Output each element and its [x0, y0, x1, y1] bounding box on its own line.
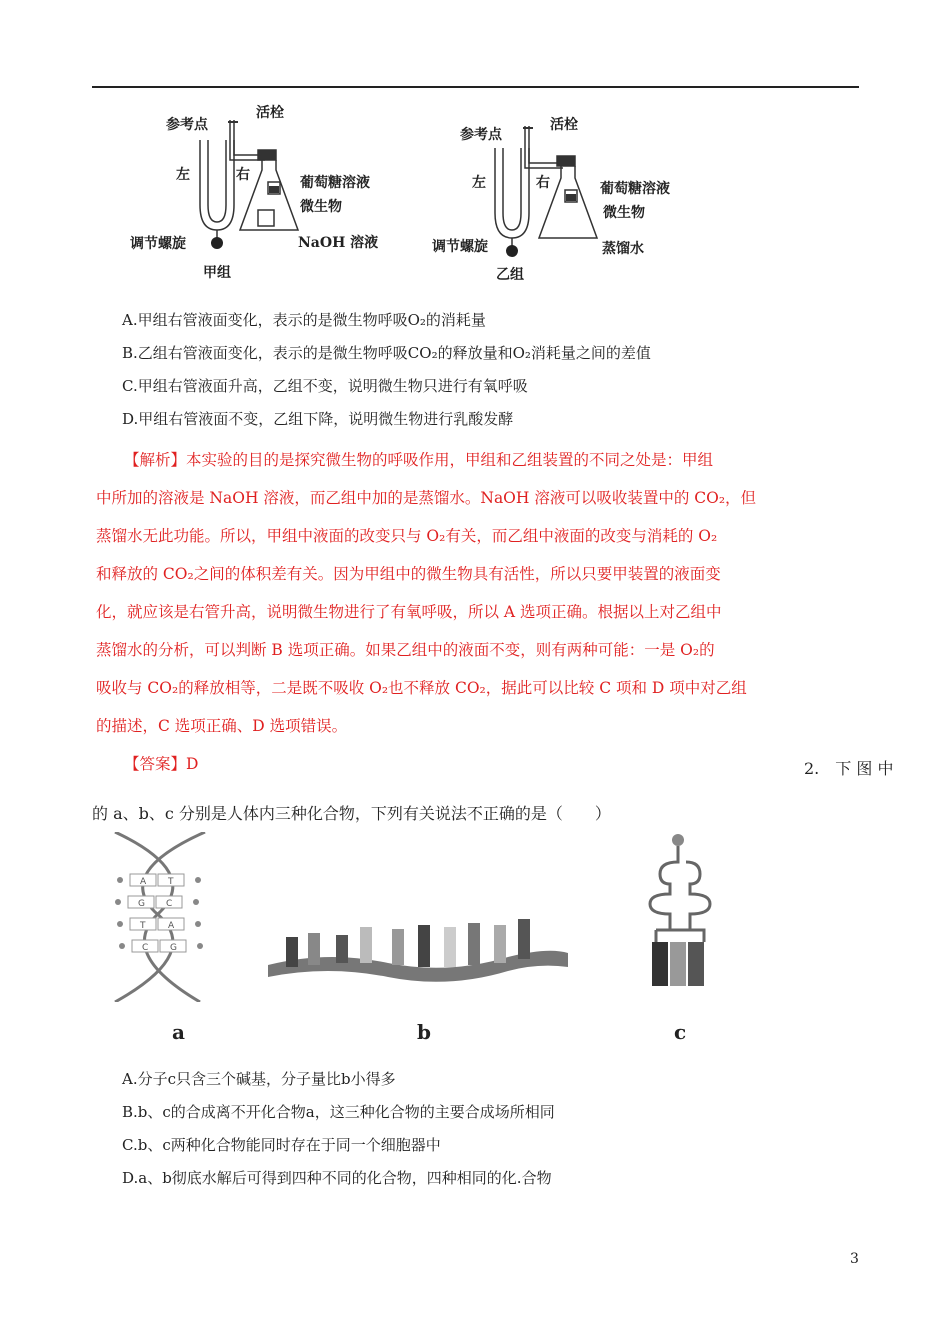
label-glucose-yi: 葡萄糖溶液 [600, 181, 670, 197]
figure-label-c: c [674, 1020, 687, 1044]
header-rule [92, 86, 859, 88]
analysis-line: 的描述，C 选项正确、D 选项错误。 [96, 717, 348, 735]
analysis-line: 蒸馏水无此功能。所以，甲组中液面的改变只与 O₂有关，而乙组中液面的改变与消耗的 O₂ [96, 527, 718, 545]
label-stopcock-jia: 活栓 [256, 105, 284, 121]
dna-base-label: G [138, 899, 145, 909]
label-reference-point-jia: 参考点 [166, 117, 208, 133]
q2-option-d: D.a、b彻底水解后可得到四种不同的化合物，四种相同的化.合物 [122, 1169, 552, 1187]
q2-option-c: C.b、c两种化合物能同时存在于同一个细胞器中 [122, 1136, 441, 1154]
analysis-line: 吸收与 CO₂的释放相等，二是既不吸收 O₂也不释放 CO₂，据此可以比较 C 项和 D 项中对乙组 [96, 679, 747, 697]
dna-base-label: A [140, 877, 147, 887]
q1-option-c: C.甲组右管液面升高，乙组不变，说明微生物只进行有氧呼吸 [122, 377, 528, 395]
dna-helix-figure [100, 832, 220, 1002]
label-screw-yi: 调节螺旋 [432, 239, 488, 255]
label-microbe-yi: 微生物 [603, 205, 645, 221]
answer: 【答案】D [124, 755, 199, 773]
q1-option-b: B.乙组右管液面变化，表示的是微生物呼吸CO₂的释放量和O₂消耗量之间的差值 [122, 344, 651, 362]
dna-base-label: T [168, 877, 174, 887]
label-right-jia: 右 [236, 167, 250, 183]
question-2-stem: 的 a、b、c 分别是人体内三种化合物，下列有关说法不正确的是（ ） [92, 804, 611, 823]
mrna-strand-figure [268, 905, 568, 990]
analysis-line: 化，就应该是右管升高，说明微生物进行了有氧呼吸，所以 A 选项正确。根据以上对乙组中 [96, 603, 722, 621]
label-microbe-jia: 微生物 [300, 199, 342, 215]
dna-base-label: C [142, 943, 149, 953]
label-right-yi: 右 [536, 175, 550, 191]
label-group-jia: 甲组 [203, 265, 231, 281]
label-group-yi: 乙组 [496, 267, 524, 283]
label-glucose-jia: 葡萄糖溶液 [300, 175, 370, 191]
label-stopcock-yi: 活栓 [550, 117, 578, 133]
label-solution-yi: 蒸馏水 [602, 241, 644, 257]
q2-option-a: A.分子c只含三个碱基，分子量比b小得多 [122, 1070, 396, 1088]
analysis-line: 和释放的 CO₂之间的体积差有关。因为甲组中的微生物具有活性，所以只要甲装置的液面变 [96, 565, 721, 583]
label-left-jia: 左 [176, 167, 190, 183]
figure-label-a: a [172, 1020, 185, 1044]
trna-figure [640, 832, 720, 992]
page-number: 3 [850, 1251, 859, 1267]
analysis-line: 中所加的溶液是 NaOH 溶液，而乙组中加的是蒸馏水。NaOH 溶液可以吸收装置中的 CO₂，但 [96, 489, 757, 507]
dna-base-label: A [168, 921, 175, 931]
q1-option-d: D.甲组右管液面不变，乙组下降，说明微生物进行乳酸发酵 [122, 410, 514, 428]
dna-base-label: T [140, 921, 146, 931]
q1-option-a: A.甲组右管液面变化，表示的是微生物呼吸O₂的消耗量 [122, 311, 486, 329]
q2-option-b: B.b、c的合成离不开化合物a，这三种化合物的主要合成场所相同 [122, 1103, 555, 1121]
label-reference-point-yi: 参考点 [460, 127, 502, 143]
analysis-line: 【解析】本实验的目的是探究微生物的呼吸作用，甲组和乙组装置的不同之处是：甲组 [124, 451, 714, 469]
label-left-yi: 左 [472, 175, 486, 191]
dna-base-label: G [170, 943, 177, 953]
dna-base-label: C [166, 899, 173, 909]
question-2-number: 2. 下 图 中 [804, 759, 894, 778]
label-solution-jia: NaOH 溶液 [298, 235, 379, 251]
figure-label-b: b [417, 1020, 431, 1044]
analysis-line: 蒸馏水的分析，可以判断 B 选项正确。如果乙组中的液面不变，则有两种可能：一是 O₂的 [96, 641, 715, 659]
label-screw-jia: 调节螺旋 [130, 236, 186, 252]
